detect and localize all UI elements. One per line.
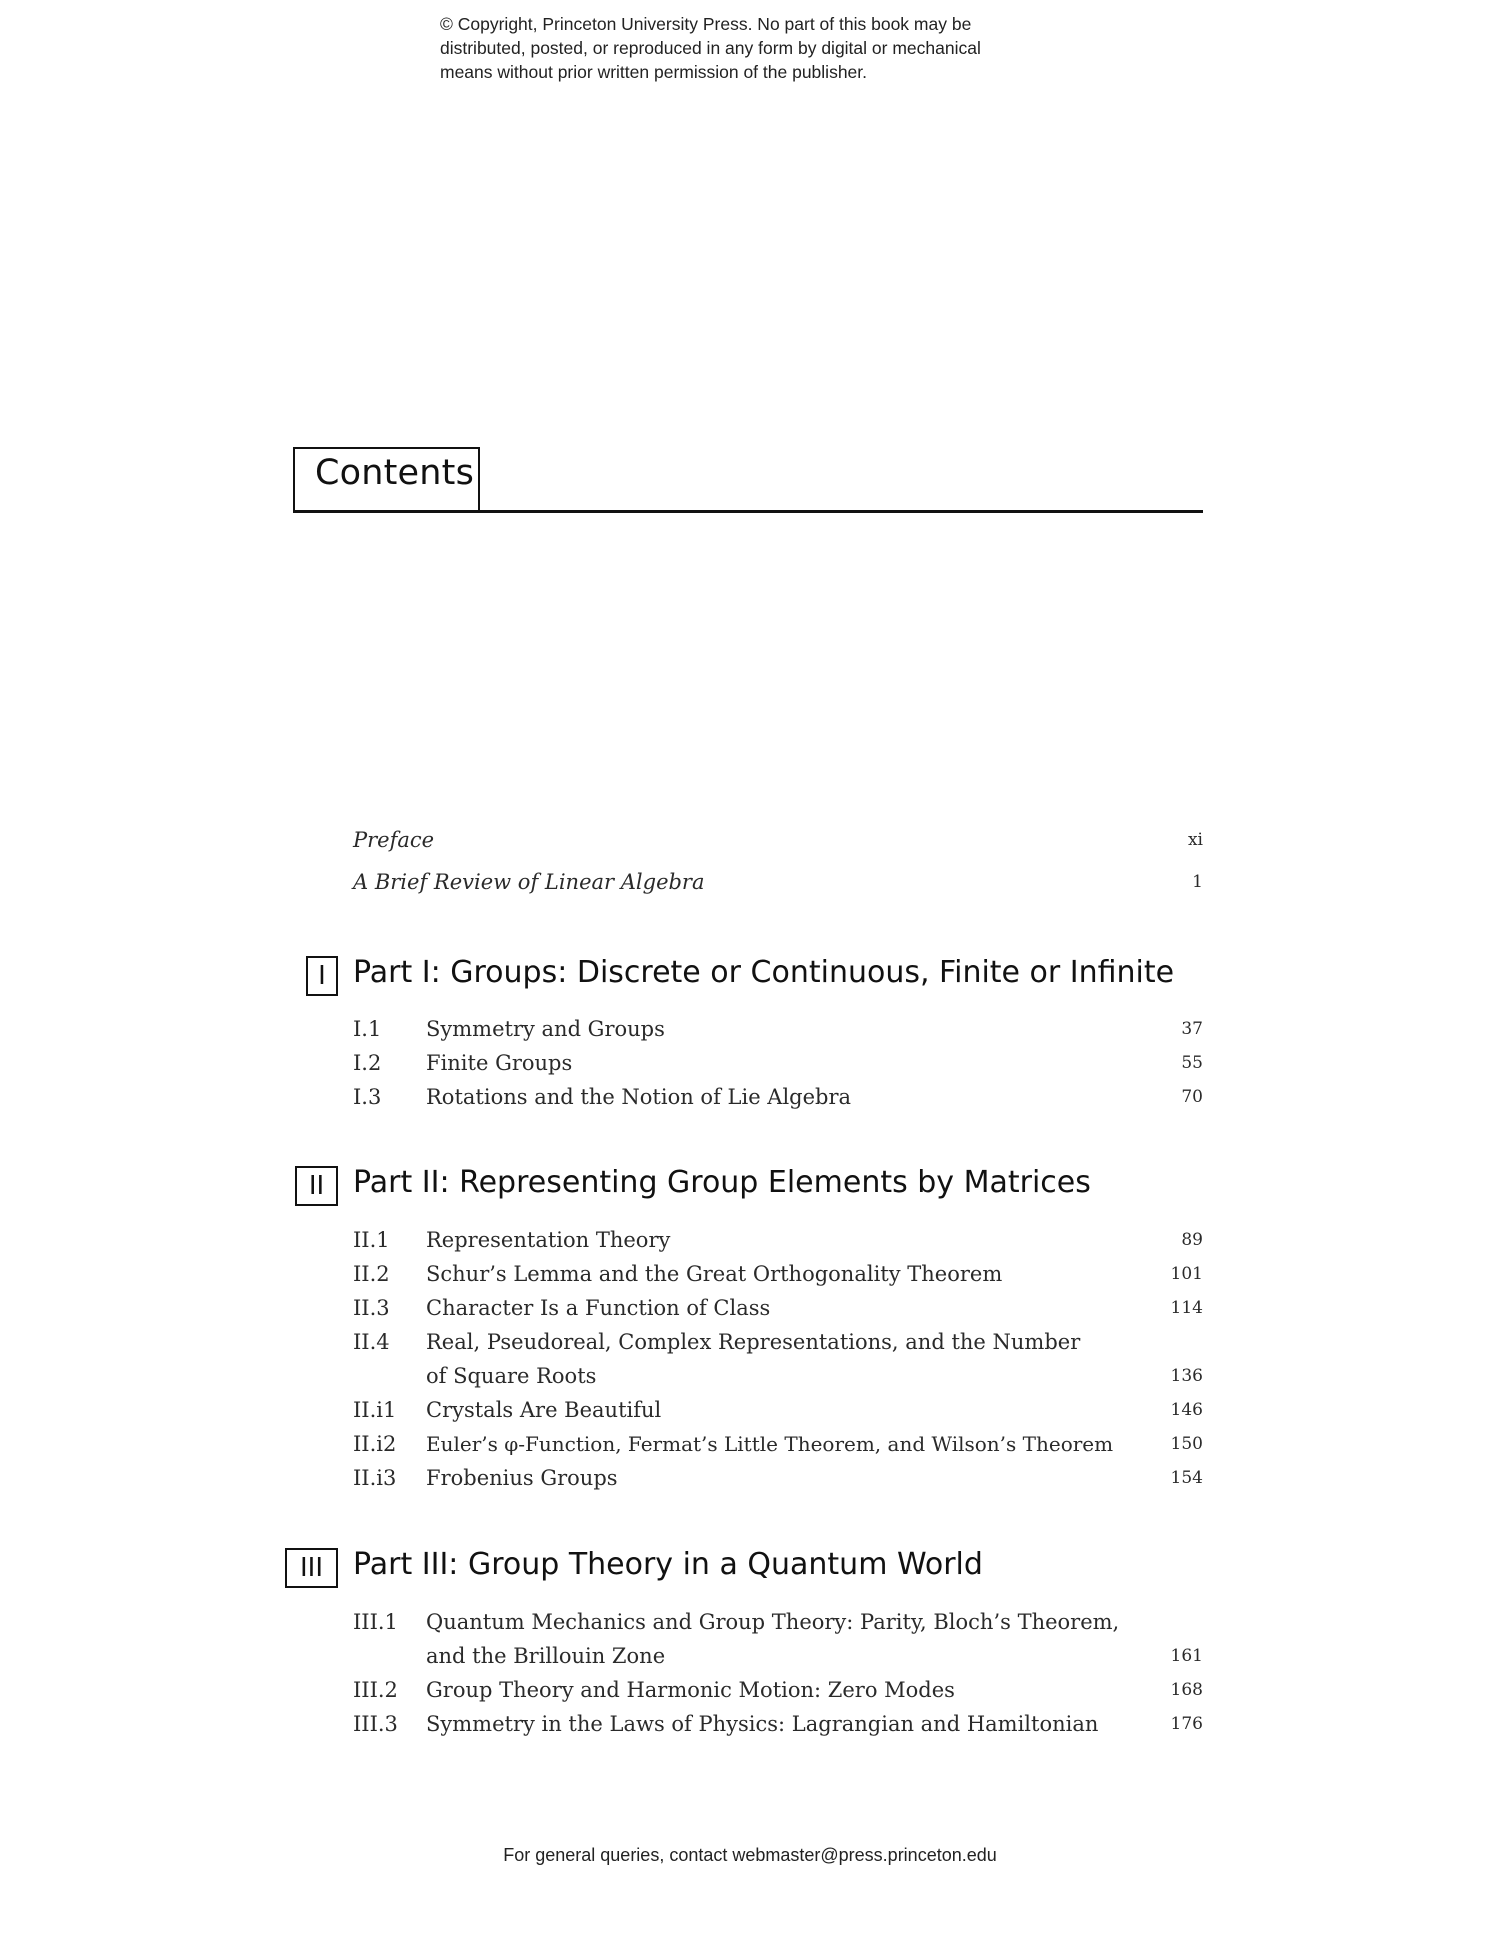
toc-entry-title: Frobenius Groups [426,1466,618,1490]
toc-entry-number: II.1 [353,1228,390,1252]
copyright-line-2: distributed, posted, or reproduced in any form by digital or mechanical [440,38,981,58]
toc-entry-page: 161 [1170,1646,1203,1666]
toc-entry-number: I.2 [353,1051,382,1075]
copyright-notice [440,12,1080,84]
toc-entry-number: III.1 [353,1610,398,1634]
toc-entry-page: 114 [1170,1298,1203,1318]
contents-header [293,447,1203,515]
toc-entry-III-2[interactable] [353,1678,1203,1712]
toc-entry-I-1[interactable] [353,1017,1203,1051]
part-heading-3[interactable] [270,1548,1210,1592]
toc-entry-page: xi [1187,830,1203,850]
toc-entry-title: Character Is a Function of Class [426,1296,771,1320]
toc-entry-page: 1 [1192,872,1203,892]
toc-entry-page: 37 [1181,1019,1203,1039]
toc-entry-II-4[interactable] [353,1330,1203,1398]
toc-entry-page: 70 [1181,1087,1203,1107]
toc-entry-page: 101 [1170,1264,1203,1284]
toc-entry-number: II.i3 [353,1466,397,1490]
toc-entry-number: II.4 [353,1330,390,1354]
toc-entry-title: Real, Pseudoreal, Complex Representations, and the Number [426,1330,1081,1354]
toc-entry-title: Finite Groups [426,1051,573,1075]
toc-entry-page: 89 [1181,1230,1203,1250]
toc-entry-page: 146 [1170,1400,1203,1420]
toc-entry-number: I.3 [353,1085,382,1109]
part-title: Part II: Representing Group Elements by Matrices [353,1165,1091,1200]
toc-entry-title: A Brief Review of Linear Algebra [353,870,705,894]
part-numeral-box: II [295,1166,338,1206]
toc-entry-title: Representation Theory [426,1228,671,1252]
toc-entry-page: 176 [1170,1714,1203,1734]
toc-entry-page: 55 [1181,1053,1203,1073]
toc-entry-II-1[interactable] [353,1228,1203,1262]
toc-entry-page: 150 [1170,1434,1203,1454]
copyright-line-3: means without prior written permission of the publisher. [440,62,868,82]
toc-entry-preface[interactable] [353,828,1203,862]
page-title: Contents [315,453,475,493]
toc-entry-number: II.3 [353,1296,390,1320]
toc-entry-title: Symmetry in the Laws of Physics: Lagrangian and Hamiltonian [426,1712,1099,1736]
toc-entry-number: I.1 [353,1017,382,1041]
part-numeral-box: III [285,1548,338,1588]
toc-entry-title: Schur’s Lemma and the Great Orthogonality Theorem [426,1262,1003,1286]
toc-entry-title: Rotations and the Notion of Lie Algebra [426,1085,852,1109]
toc-entry-III-3[interactable] [353,1712,1203,1746]
toc-entry-II-3[interactable] [353,1296,1203,1330]
part-numeral-box: I [306,956,338,996]
toc-entry-number: II.i2 [353,1432,397,1456]
toc-entry-title: Euler’s φ-Function, Fermat’s Little Theorem, and Wilson’s Theorem [426,1432,1114,1456]
toc-entry-I-2[interactable] [353,1051,1203,1085]
part-heading-1[interactable] [270,956,1210,1000]
header-rule [293,510,1203,513]
toc-entry-number: II.i1 [353,1398,397,1422]
toc-entry-title: Preface [353,828,435,852]
toc-entry-title-continued: of Square Roots [426,1364,597,1388]
toc-entry-II-2[interactable] [353,1262,1203,1296]
copyright-line-1: © Copyright, Princeton University Press. No part of this book may be [440,14,972,34]
toc-entry-page: 136 [1170,1366,1203,1386]
part-heading-2[interactable] [270,1166,1210,1210]
toc-entry-title: Crystals Are Beautiful [426,1398,662,1422]
toc-entry-II-i1[interactable] [353,1398,1203,1432]
toc-entry-number: III.2 [353,1678,398,1702]
toc-entry-number: III.3 [353,1712,398,1736]
toc-entry-I-3[interactable] [353,1085,1203,1119]
toc-entry-title: Group Theory and Harmonic Motion: Zero Modes [426,1678,955,1702]
toc-entry-II-i3[interactable] [353,1466,1203,1500]
toc-entry-III-1[interactable] [353,1610,1203,1678]
toc-entry-number: II.2 [353,1262,390,1286]
part-title: Part III: Group Theory in a Quantum World [353,1547,983,1582]
toc-entry-title: Symmetry and Groups [426,1017,665,1041]
toc-entry-II-i2[interactable] [353,1432,1203,1466]
toc-entry-title: Quantum Mechanics and Group Theory: Parity, Bloch’s Theorem, [426,1610,1120,1634]
toc-entry-page: 154 [1170,1468,1203,1488]
footer-contact: For general queries, contact webmaster@press.princeton.edu [503,1845,997,1865]
toc-entry-linear-algebra-review[interactable] [353,870,1203,904]
toc-entry-page: 168 [1170,1680,1203,1700]
toc-entry-title-continued: and the Brillouin Zone [426,1644,666,1668]
part-title: Part I: Groups: Discrete or Continuous, Finite or Infinite [353,955,1175,990]
